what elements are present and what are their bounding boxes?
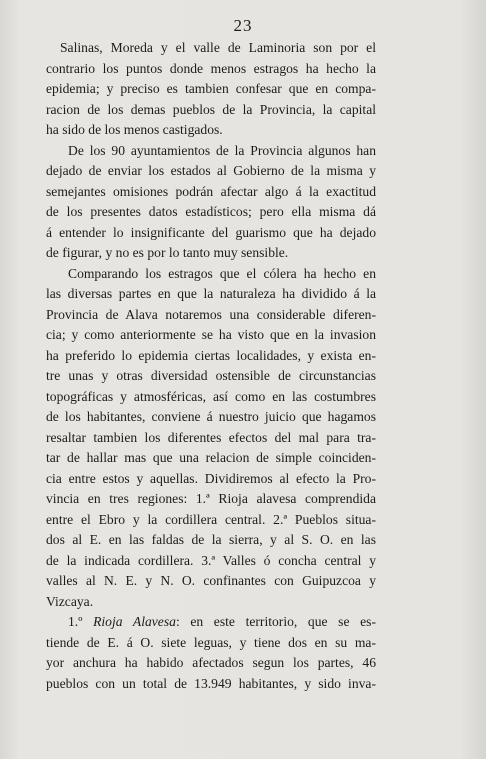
text-line: cia; y como anteriormente se ha visto que en la invasion [46,327,376,342]
text-line: vincia en tres regiones: 1.ª Rioja alavesa comprendida [46,491,376,506]
text-line: resaltar tambien los diferentes efectos del mal para tra- [46,429,376,445]
text-line: yor anchura ha habido afectados segun los partes, 46 [46,655,376,670]
section-heading-line [46,612,376,633]
text-line: epidemia; y preciso es tambien confesar que en compa- [46,81,376,96]
text-line: De los 90 ayuntamientos de la Provincia algunos han [68,142,376,158]
text-line: valles al N. E. y N. O. confinantes con Guipuzcoa y [46,573,376,588]
text-line: Salinas, Moreda y el valle de Laminoria son por el [60,40,376,55]
section-title: Rioja Alavesa [93,614,176,629]
text-line: dos al E. en las faldas de la sierra, y al S. O. en las [46,532,376,547]
text-line: de figurar, y no es por lo tanto muy sensible. [46,245,289,260]
section-first-line-rest: : en este territorio, que se es- [175,614,376,629]
text-line: semejantes omisiones podrán afectar algo á la exactitud [46,183,376,199]
text-line: contrario los puntos donde menos estragos ha hecho la [46,60,376,76]
text-line: racion de los demas pueblos de la Provincia, la capital [46,101,376,117]
text-line: las diversas partes en que la naturaleza ha dividido á la [46,286,376,301]
text-line: Comparando los estragos que el cólera ha hecho en [68,265,376,281]
text-line: pueblos con un total de 13.949 habitantes, y sido inva- [46,675,376,691]
section-number: 1.º [68,614,83,629]
text-line: tar de hallar mas que una relacion de simple coinciden- [46,450,376,465]
text-line: ha sido de los menos castigados. [46,122,223,137]
body-text [46,38,376,694]
text-line: Provincia de Alava notaremos una considerable diferen- [46,306,376,322]
text-line: entre el Ebro y la cordillera central. 2.ª Pueblos situa- [46,511,376,527]
text-line: cia entre estos y aquellas. Dividiremos al efecto la Pro- [46,470,376,486]
text-line: Vizcaya. [46,593,94,609]
text-line: tiende de E. á O. siete leguas, y tiene dos en su ma- [46,634,376,650]
paragraph-lines [46,38,376,612]
text-line: tre unas y otras diversidad ostensible de circunstancias [46,368,376,383]
page-number: 23 [233,16,253,35]
text-line: de los presentes datos estadísticos; pero ella misma dá [46,204,376,219]
text-line: dejado de enviar los estados al Gobierno de la misma y [46,163,376,178]
text-line: topográficas y atmosféricas, así como en las costumbres [46,388,376,404]
text-line: á entender lo insignificante del guarismo que ha dejado [46,224,376,240]
text-line: de los habitantes, conviene á nuestro juicio que hagamos [46,409,376,424]
text-line: de la indicada cordillera. 3.ª Valles ó concha central y [46,552,376,568]
text-line: ha preferido lo epidemia ciertas localidades, y exista en- [46,347,376,363]
